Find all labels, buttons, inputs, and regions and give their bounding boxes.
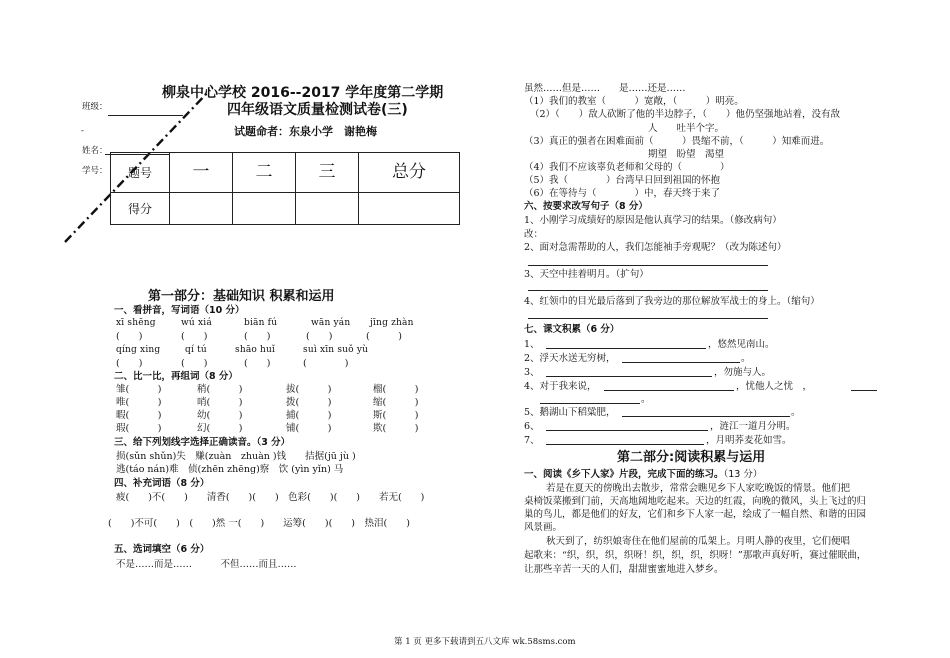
fill-line[interactable]: （6）在等待与（ ）中，春天终于来了 <box>524 188 721 199</box>
q7-item-5: 5、鹅湖山下稻粱肥， <box>524 407 616 418</box>
q7-dot-4: 。 <box>641 394 651 405</box>
class-label: 班级： <box>82 102 108 112</box>
compare-item[interactable]: 唯( ) <box>116 397 162 408</box>
compare-item[interactable]: 榴( ) <box>373 384 419 395</box>
compare-item[interactable]: 欺( ) <box>373 423 419 434</box>
q7-blank-3[interactable] <box>546 376 712 377</box>
pinyin-2: wú xiá <box>181 318 212 328</box>
q7-item-6: ，涟江一道月分明。 <box>710 421 796 432</box>
q6-answer-line-4[interactable] <box>528 318 768 319</box>
q7-item-3: ，勿施与人。 <box>714 367 772 378</box>
q7-item-7: ，月明荞麦花如雪。 <box>706 435 792 446</box>
q7-blank-1[interactable] <box>546 348 706 349</box>
compare-item[interactable]: 幻( ) <box>197 423 243 434</box>
q2-title: 二、比一比，再组词（8 分） <box>114 371 238 382</box>
compare-item[interactable]: 暇( ) <box>116 410 162 421</box>
pinyin-3: biān fú <box>244 318 278 328</box>
score-row-label: 得分 <box>111 193 170 225</box>
q7-num-3: 3、 <box>524 367 540 378</box>
q3-title: 三、给下列划线字选择正确读音。（3 分） <box>114 437 291 448</box>
answer-box-7[interactable]: ( ) <box>181 358 208 369</box>
passage-line: 让那些辛苦一天的人们，甜甜蜜蜜地进入梦乡。 <box>524 564 724 575</box>
part1-title: 第一部分：基础知识 积累和运用 <box>148 289 335 304</box>
class-field[interactable] <box>108 115 183 116</box>
compare-item[interactable]: 捕( ) <box>286 410 332 421</box>
passage-line: 秋天到了，纺织娘寄住在他们屋前的瓜架上。月明人静的夜里，它们便唱 <box>546 536 851 547</box>
q7-item-4b: ，忧他人之忧 ， <box>736 381 813 392</box>
q7-title: 七、课文积累（6 分） <box>524 324 620 335</box>
compare-item[interactable]: 稍( ) <box>197 384 243 395</box>
q6-title: 六、按要求改写句子（8 分） <box>524 201 648 212</box>
fill-line[interactable]: （4）我们不应该辜负老师和父母的（ ） <box>524 162 730 173</box>
answer-box-1[interactable]: ( ) <box>116 331 143 342</box>
passage-line: 巢的鸟儿，都是他们的好友，它们和乡下人家一起，绘成了一幅自然、和谐的田园 <box>524 509 867 520</box>
q6-item-1-answer-label: 改： <box>524 229 544 240</box>
exam-title: 四年级语文质量检测试卷(三) <box>227 102 408 118</box>
q7-item-4: 4、对于我来说， <box>524 381 597 392</box>
pinyin-8: shāo huǐ <box>235 345 276 355</box>
score-col-label: 题号 <box>111 153 170 193</box>
compare-item[interactable]: 铺( ) <box>286 423 332 434</box>
answer-box-3[interactable]: ( ) <box>244 331 271 342</box>
passage-line: 起歌来：“织，织，织，织呀！织，织，织，织呀！”那歌声真好听，赛过催眠曲， <box>524 550 867 561</box>
pinyin-5: jīng zhàn <box>370 318 414 328</box>
score-col-1: 一 <box>170 153 233 193</box>
score-col-2: 二 <box>233 153 296 193</box>
pinyin-6: qíng xing <box>116 345 161 355</box>
pinyin-4: wān yán <box>311 318 351 328</box>
fill-line[interactable]: 人 吐半个字。 <box>648 123 725 134</box>
q6-item-4: 4、红领巾的目光最后落到了我旁边的那位解放军战士的身上。（缩句） <box>524 296 820 307</box>
compare-item[interactable]: 拨( ) <box>286 397 332 408</box>
score-col-total: 总分 <box>359 153 460 193</box>
score-table <box>110 152 460 225</box>
fill-line[interactable]: （1）我们的教室（ ）宽敞，（ ）明亮。 <box>524 96 744 107</box>
q1-title: 一、看拼音，写词语（10 分） <box>114 305 245 316</box>
q5-line-1: 不是……而是…… 不但……而且…… <box>116 559 297 570</box>
q7-blank-7[interactable] <box>546 444 704 445</box>
fill-line[interactable]: （2）（ ）敌人砍断了他的半边脖子，（ ）他仍坚强地站着，没有敌 <box>530 109 841 120</box>
compare-item[interactable]: 缩( ) <box>373 397 419 408</box>
passage-line: 风景画。 <box>524 522 563 533</box>
reading-title-score: （13 分） <box>723 469 763 480</box>
score-header-row <box>111 153 460 193</box>
pinyin-1: xī shēng <box>116 318 156 328</box>
compare-item[interactable]: 幼( ) <box>197 410 243 421</box>
score-cell-total[interactable] <box>359 193 460 225</box>
pinyin-9: suì xīn suǒ yù <box>303 345 369 355</box>
q7-num-6: 6、 <box>524 421 540 432</box>
answer-box-9[interactable]: ( ) <box>303 358 349 369</box>
q7-blank-4b[interactable] <box>851 390 877 391</box>
score-cell-1[interactable] <box>170 193 233 225</box>
q7-num-7: 7、 <box>524 435 540 446</box>
answer-box-5[interactable]: ( ) <box>366 331 402 342</box>
q7-dot-2: 。 <box>741 353 751 364</box>
school-title: 柳泉中心学校 2016--2017 学年度第二学期 <box>162 85 444 101</box>
answer-box-8[interactable]: ( ) <box>244 358 271 369</box>
compare-item[interactable]: 雏( ) <box>116 384 162 395</box>
dash-mark: - <box>81 126 84 136</box>
fill-line[interactable]: （5）我（ ）台湾早日回到祖国的怀抱 <box>524 175 721 186</box>
number-label: 学号： <box>82 166 108 176</box>
page-footer: 第 1 页 更多下载请到五八文库 wk.58sms.com <box>394 637 576 647</box>
q5-title: 五、选词填空（6 分） <box>114 544 210 555</box>
word-choice-options: 虽然……但是…… 是……还是…… <box>524 83 686 94</box>
q6-answer-line-2[interactable] <box>528 265 768 266</box>
q4-line-1[interactable]: 疲( )不( ) 清香( )( ) 色彩( )( ) 若无( ) <box>116 492 425 503</box>
q6-answer-line-3[interactable] <box>528 290 768 291</box>
q7-blank-4a[interactable] <box>604 390 734 391</box>
passage-line: 若是在夏天的傍晚出去散步，常常会瞧见乡下人家吃晚饭的情景。他们把 <box>546 483 851 494</box>
answer-box-6[interactable]: ( ) <box>116 358 143 369</box>
q7-dot-5: 。 <box>791 407 801 418</box>
q6-item-3: 3、天空中挂着明月。（扩句） <box>524 269 649 280</box>
answer-box-4[interactable]: ( ) <box>306 331 333 342</box>
q6-item-1: 1、小刚学习成绩好的原因是他认真学习的结果。（修改病句） <box>524 215 782 226</box>
part2-title: 第二部分:阅读积累与运用 <box>617 450 766 465</box>
compare-item[interactable]: 斯( ) <box>373 410 419 421</box>
q7-blank-2[interactable] <box>622 362 740 363</box>
q7-blank-5[interactable] <box>622 416 790 417</box>
q3-line-2[interactable]: 逃(táo nán)难 侦(zhēn zhēng)察 饮 (yìn yǐn) 马 <box>116 464 344 475</box>
score-value-row <box>111 193 460 225</box>
q7-item-2: 2、浮天水送无穷树， <box>524 353 616 364</box>
q7-num-1: 1、 <box>524 339 540 350</box>
name-label: 姓名： <box>82 146 108 156</box>
reading-title <box>524 470 762 480</box>
q7-blank-6[interactable] <box>546 430 708 431</box>
word-choice-options-2: 期望 盼望 渴望 <box>648 149 725 160</box>
exam-author: 试题命者：东泉小学 谢艳梅 <box>234 125 377 138</box>
answer-box-2[interactable]: ( ) <box>181 331 208 342</box>
q7-item-1: ，悠然见南山。 <box>708 339 775 350</box>
q4-line-2[interactable]: ( )不可( ) ( )然 一( ) 运筹( )( ) 热泪( ) <box>108 518 410 529</box>
q3-line-1[interactable]: 损(sǔn shǔn)失 赚(zuàn zhuàn )钱 拮据(jū jù ) <box>116 451 356 462</box>
q6-item-2: 2、面对急需帮助的人，我们怎能袖手旁观呢？（改为陈述句） <box>524 242 787 253</box>
reading-title-main: 一、阅读《乡下人家》片段，完成下面的练习。 <box>524 469 724 480</box>
pinyin-7: qí tú <box>185 345 207 355</box>
compare-item[interactable]: 哨( ) <box>197 397 243 408</box>
score-cell-2[interactable] <box>233 193 296 225</box>
score-col-3: 三 <box>296 153 359 193</box>
q7-blank-4c[interactable] <box>540 403 640 404</box>
fill-line[interactable]: （3）真正的强者在困难面前（ ）畏缩不前，（ ）知难而进。 <box>524 136 830 147</box>
compare-item[interactable]: 瑕( ) <box>116 423 162 434</box>
score-cell-3[interactable] <box>296 193 359 225</box>
q4-title: 四、补充词语（8 分） <box>114 478 210 489</box>
compare-item[interactable]: 拔( ) <box>286 384 332 395</box>
passage-line: 桌椅饭菜搬到门前，天高地阔地吃起来。天边的红霞，向晚的微风，头上飞过的归 <box>524 496 867 507</box>
